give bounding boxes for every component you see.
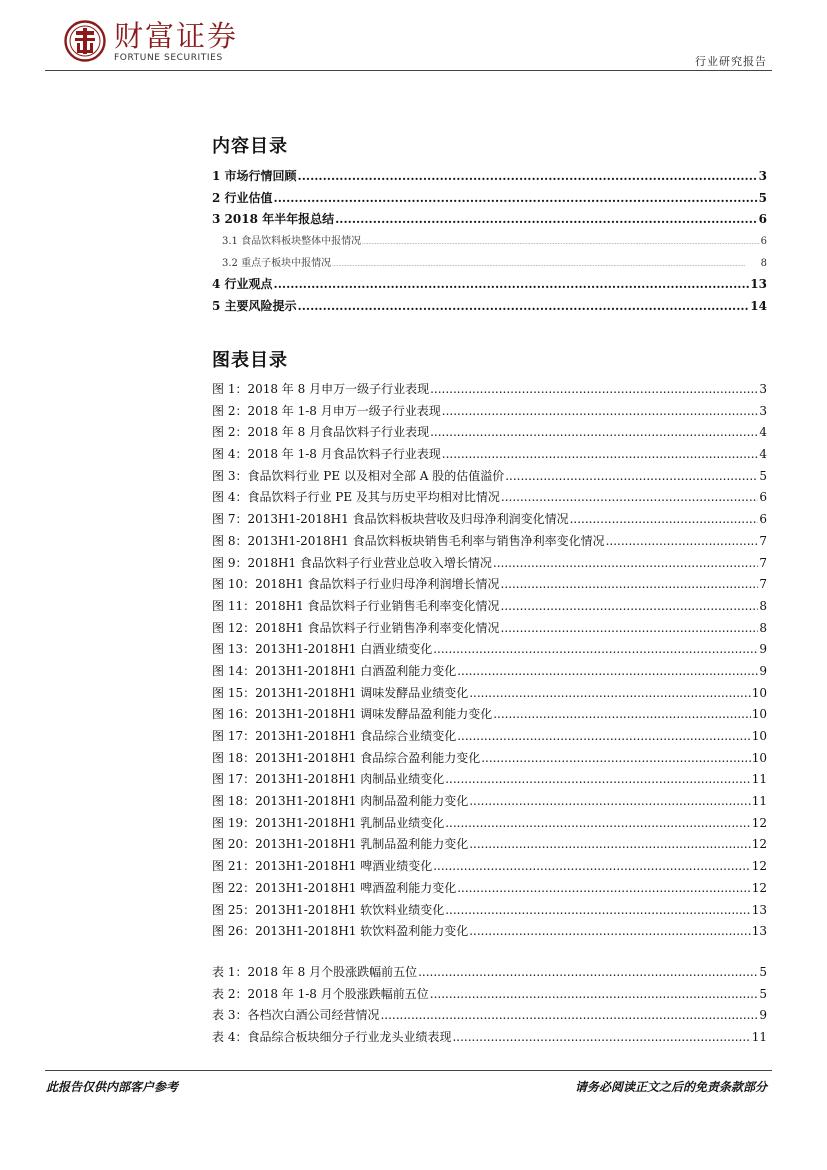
table-entry-page-number: 9 [759,1008,767,1023]
contents-title: 内容目录 [212,136,288,157]
figure-entry-label: 图 16：2013H1-2018H1 调味发酵品盈利能力变化 [212,707,493,722]
figure-entry-page-number: 11 [751,794,767,809]
toc-entry-label: 2 行业估值 [212,190,273,205]
table-entry-label: 表 1：2018 年 8 月个股涨跌幅前五位 [212,965,418,979]
dot-leader [332,253,760,275]
dot-leader [457,661,758,683]
toc-entry[interactable] [212,274,767,296]
toc-entry-page-number: 5 [758,190,767,205]
dot-leader [362,231,760,253]
figure-entry-label: 图 8：2013H1-2018H1 食品饮料板块销售毛利率与销售净利率变化情况 [212,533,605,548]
figure-entry-page-number: 3 [759,382,767,396]
page-header [0,0,827,72]
figure-entry-label: 图 13：2013H1-2018H1 白酒业绩变化 [212,642,433,657]
figure-entry-label: 图 1：2018 年 8 月申万一级子行业表现 [212,382,430,396]
figure-entry-label: 图 15：2013H1-2018H1 调味发酵品业绩变化 [212,685,469,700]
figure-entry-label: 图 7：2013H1-2018H1 食品饮料板块营收及归母净利润变化情况 [212,512,569,527]
contents-list [212,166,767,318]
toc-entry[interactable] [212,166,767,188]
dot-leader [505,466,758,488]
dot-leader [274,274,750,296]
figure-entry[interactable] [212,726,767,748]
dot-leader [445,769,750,791]
figure-entry-page-number: 10 [751,707,767,722]
dot-leader [298,296,750,318]
figure-entry[interactable] [212,422,767,444]
figure-entry[interactable] [212,466,767,488]
figure-entry[interactable] [212,401,767,423]
figure-entry-page-number: 3 [759,403,767,418]
tables-list [212,962,767,1049]
figure-entry-label: 图 14：2013H1-2018H1 白酒盈利能力变化 [212,663,457,678]
figure-entry-label: 图 26：2013H1-2018H1 软饮料盈利能力变化 [212,924,469,939]
dot-leader [501,574,759,596]
toc-entry-label: 4 行业观点 [212,277,273,292]
figure-entry-label: 图 22：2013H1-2018H1 啤酒盈利能力变化 [212,880,457,895]
dot-leader [501,487,758,509]
figure-entry-label: 图 17：2013H1-2018H1 食品综合业绩变化 [212,729,457,743]
figure-entry-page-number: 10 [751,685,767,700]
figure-entry-page-number: 7 [759,555,767,570]
table-entry-label: 表 3：各档次白酒公司经营情况 [212,1008,380,1023]
toc-entry-page-number: 8 [760,257,767,269]
dot-leader [452,1027,750,1049]
figure-entry-page-number: 12 [751,859,767,874]
dot-leader [430,379,758,401]
dot-leader [418,962,758,984]
dot-leader [493,553,758,575]
figure-entry[interactable] [212,791,767,813]
figure-entry-label: 图 10：2018H1 食品饮料子行业归母净利润增长情况 [212,577,500,592]
figure-entry-page-number: 8 [759,598,767,613]
toc-entry[interactable] [212,253,767,275]
figure-entry[interactable] [212,704,767,726]
toc-entry[interactable] [212,209,767,231]
document-type: 行业研究报告 [695,55,767,68]
figure-entry-page-number: 7 [759,577,767,592]
figure-entry-page-number: 4 [759,447,767,462]
figure-entry[interactable] [212,878,767,900]
toc-entry-page-number: 3 [758,169,767,183]
dot-leader [430,984,759,1006]
figure-entry[interactable] [212,683,767,705]
figure-entry[interactable] [212,748,767,770]
dot-leader [298,166,758,188]
figure-entry-label: 图 2：2018 年 1-8 月申万一级子行业表现 [212,403,441,418]
figure-entry-label: 图 12：2018H1 食品饮料子行业销售净利率变化情况 [212,620,500,635]
figure-entry-label: 图 2：2018 年 8 月食品饮料子行业表现 [212,425,430,440]
figure-entry-label: 图 4：食品饮料子行业 PE 及其与历史平均相对比情况 [212,490,500,505]
dot-leader [430,422,758,444]
toc-entry[interactable] [212,188,767,210]
figure-entry-label: 图 18：2013H1-2018H1 食品综合盈利能力变化 [212,750,481,765]
toc-entry[interactable] [212,296,767,318]
figure-entry-page-number: 8 [759,620,767,635]
figure-entry[interactable] [212,856,767,878]
figure-entry-page-number: 6 [759,490,767,505]
table-entry[interactable] [212,984,767,1006]
dot-leader [493,704,750,726]
figure-entry-page-number: 11 [751,772,767,787]
figure-entry-label: 图 11：2018H1 食品饮料子行业销售毛利率变化情况 [212,598,500,613]
figure-entry[interactable] [212,574,767,596]
figure-entry[interactable] [212,531,767,553]
dot-leader [481,748,750,770]
toc-entry[interactable] [212,231,767,253]
dot-leader [433,639,758,661]
toc-entry-page-number: 6 [758,212,767,227]
figure-entry-label: 图 4：2018 年 1-8 月食品饮料子行业表现 [212,447,441,462]
dot-leader [501,596,759,618]
dot-leader [433,856,750,878]
dot-leader [457,878,750,900]
figure-entry[interactable] [212,487,767,509]
table-entry[interactable] [212,1005,767,1027]
table-entry-page-number: 5 [759,986,767,1001]
figure-entry[interactable] [212,661,767,683]
figure-entry[interactable] [212,769,767,791]
figure-entry-label: 图 20：2013H1-2018H1 乳制品盈利能力变化 [212,837,469,852]
figure-entry-page-number: 13 [751,902,767,917]
figure-entry[interactable] [212,618,767,640]
figure-entry-page-number: 12 [751,837,767,852]
toc-entry-page-number: 6 [760,236,767,248]
table-entry-page-number: 5 [759,965,767,979]
dot-leader [380,1005,758,1027]
figure-entry-page-number: 10 [751,729,767,743]
brand-name-en: FORTUNE SECURITIES [114,53,223,63]
footer-divider [45,1070,772,1071]
figure-entry-page-number: 4 [759,425,767,440]
figure-entry[interactable] [212,813,767,835]
table-entry-page-number: 11 [751,1030,767,1045]
figure-entry[interactable] [212,444,767,466]
figure-entry-label: 图 25：2013H1-2018H1 软饮料业绩变化 [212,902,445,917]
figure-entry[interactable] [212,834,767,856]
dot-leader [442,401,759,423]
figure-entry[interactable] [212,639,767,661]
figure-entry[interactable] [212,900,767,922]
dot-leader [501,618,759,640]
dot-leader [335,209,758,231]
dot-leader [469,834,750,856]
figure-entry-label: 图 17：2013H1-2018H1 肉制品业绩变化 [212,772,445,787]
figure-entry-page-number: 13 [751,924,767,939]
figure-entry-label: 图 3：食品饮料行业 PE 以及相对全部 A 股的估值溢价 [212,468,505,483]
toc-entry-page-number: 14 [750,299,767,314]
figure-entry-page-number: 10 [751,750,767,765]
table-entry-label: 表 2：2018 年 1-8 月个股涨跌幅前五位 [212,986,429,1001]
figure-entry-page-number: 12 [751,815,767,830]
toc-entry-label: 3.1 食品饮料板块整体中报情况 [222,236,362,248]
table-entry[interactable] [212,1027,767,1049]
figure-entry[interactable] [212,553,767,575]
toc-entry-label: 3 2018 年半年报总结 [212,212,335,227]
figure-entry-page-number: 7 [759,533,767,548]
figure-entry-label: 图 21：2013H1-2018H1 啤酒业绩变化 [212,859,433,874]
brand-name-cn: 财富证券 [114,19,239,53]
figure-entry-page-number: 9 [759,663,767,678]
toc-entry-label: 3.2 重点子板块中报情况 [222,257,332,269]
figure-entry-label: 图 18：2013H1-2018H1 肉制品盈利能力变化 [212,794,469,809]
toc-entry-label: 1 市场行情回顾 [212,169,297,183]
figures-title: 图表目录 [212,350,288,371]
table-entry-label: 表 4：食品综合板块细分子行业龙头业绩表现 [212,1030,452,1045]
footer-disclaimer-right: 请务必阅读正文之后的免责条款部分 [574,1080,767,1094]
figure-entry[interactable] [212,921,767,943]
figure-entry[interactable] [212,379,767,401]
dot-leader [469,683,750,705]
footer-disclaimer-left: 此报告仅供内部客户参考 [46,1080,179,1094]
figure-entry[interactable] [212,509,767,531]
figure-entry-page-number: 6 [759,512,767,527]
dot-leader [570,509,759,531]
fortune-seal-logo-icon [64,20,106,62]
dot-leader [457,726,750,748]
dot-leader [469,921,750,943]
dot-leader [469,791,750,813]
header-divider [45,70,772,71]
figure-entry-page-number: 5 [759,468,767,483]
figure-entry-label: 图 19：2013H1-2018H1 乳制品业绩变化 [212,815,445,830]
dot-leader [442,444,759,466]
figure-entry-page-number: 9 [759,642,767,657]
dot-leader [606,531,759,553]
figure-entry-page-number: 12 [751,880,767,895]
figures-list [212,379,767,943]
dot-leader [445,813,750,835]
toc-entry-label: 5 主要风险提示 [212,299,297,314]
figure-entry[interactable] [212,596,767,618]
dot-leader [274,188,758,210]
figure-entry-label: 图 9：2018H1 食品饮料子行业营业总收入增长情况 [212,555,492,570]
toc-entry-page-number: 13 [750,277,767,292]
table-entry[interactable] [212,962,767,984]
dot-leader [445,900,750,922]
